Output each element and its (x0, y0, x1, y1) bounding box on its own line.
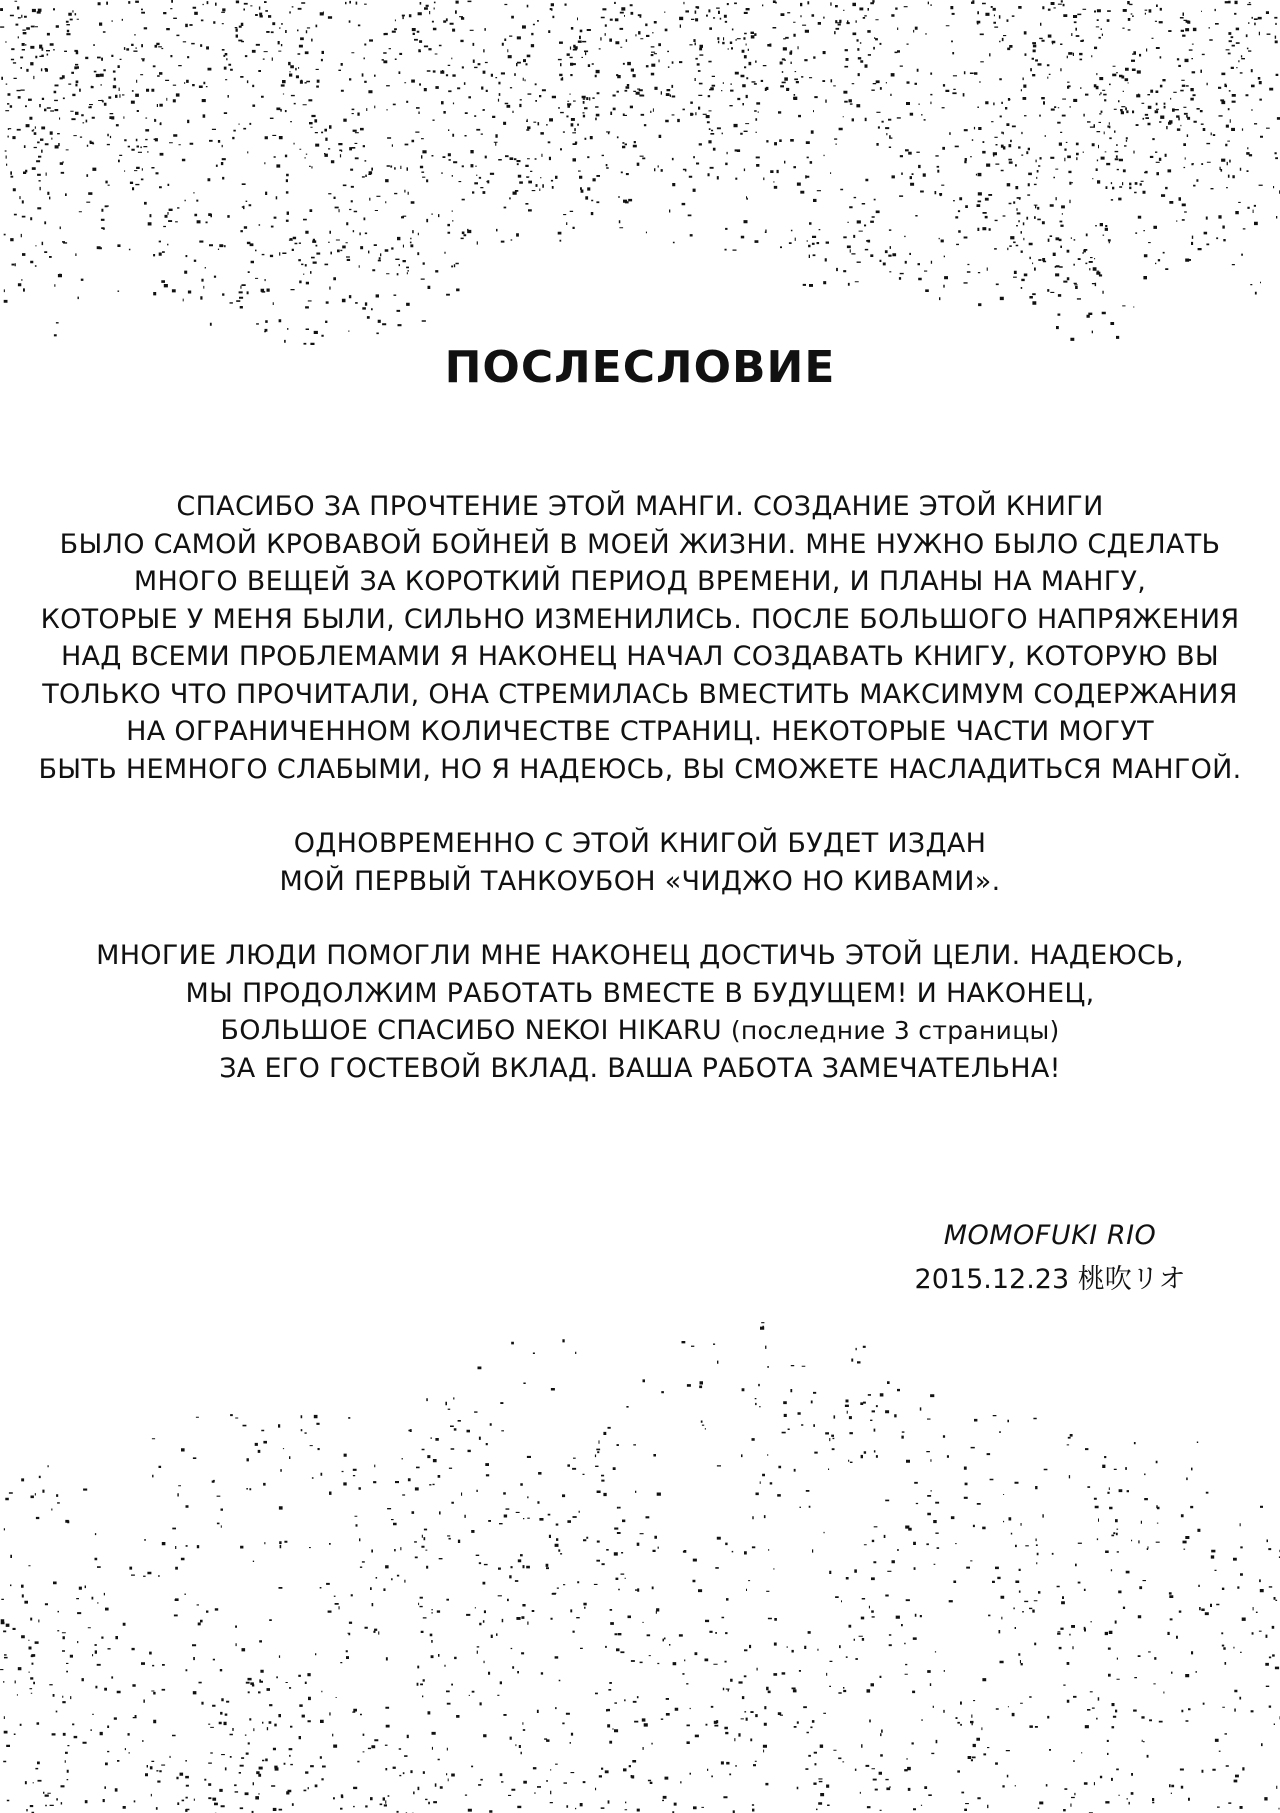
stipple-dots (0, 1322, 1280, 1813)
thanks-text: БОЛЬШОЕ СПАСИБО NEKOI HIKARU (220, 1015, 722, 1046)
signature-date: 2015.12.23 桃吹リオ (914, 1264, 1186, 1295)
author-name: MOMOFUKI RIO (943, 1220, 1157, 1251)
text-line: БЫЛО САМОЙ КРОВАВОЙ БОЙНЕЙ В МОЕЙ ЖИЗНИ. МНЕ НУЖНО БЫЛО СДЕЛАТЬ (59, 528, 1221, 560)
stipple-dots (0, 0, 1280, 345)
text-line: МНОГО ВЕЩЕЙ ЗА КОРОТКИЙ ПЕРИОД ВРЕМЕНИ, И ПЛАНЫ НА МАНГУ, (133, 566, 1147, 597)
inline-note: (последние 3 страницы) (730, 1016, 1060, 1045)
page-title: ПОСЛЕСЛОВИЕ (444, 342, 836, 393)
paragraph-2 (0, 825, 1280, 900)
text-line: ТОЛЬКО ЧТО ПРОЧИТАЛИ, ОНА СТРЕМИЛАСЬ ВМЕСТИТЬ МАКСИМУМ СОДЕРЖАНИЯ (42, 678, 1238, 710)
text-line: НА ОГРАНИЧЕННОМ КОЛИЧЕСТВЕ СТРАНИЦ. НЕКОТОРЫЕ ЧАСТИ МОГУТ (126, 716, 1154, 747)
signature-block (900, 1220, 1200, 1296)
text-line: МЫ ПРОДОЛЖИМ РАБОТАТЬ ВМЕСТЕ В БУДУЩЕМ! И НАКОНЕЦ, (185, 977, 1095, 1009)
text-line: НАД ВСЕМИ ПРОБЛЕМАМИ Я НАКОНЕЦ НАЧАЛ СОЗДАВАТЬ КНИГУ, КОТОРУЮ ВЫ (60, 641, 1220, 672)
afterword-body (0, 488, 1280, 1124)
text-line: БЫТЬ НЕМНОГО СЛАБЫМИ, НО Я НАДЕЮСЬ, ВЫ СМОЖЕТЕ НАСЛАДИТЬСЯ МАНГОЙ. (38, 753, 1242, 785)
bottom-stipple-texture (0, 1320, 1280, 1813)
text-line: МНОГИЕ ЛЮДИ ПОМОГЛИ МНЕ НАКОНЕЦ ДОСТИЧЬ ЭТОЙ ЦЕЛИ. НАДЕЮСЬ, (96, 940, 1184, 971)
text-line-with-note (0, 1012, 1280, 1050)
text-line: СПАСИБО ЗА ПРОЧТЕНИЕ ЭТОЙ МАНГИ. СОЗДАНИЕ ЭТОЙ КНИГИ (176, 491, 1104, 522)
text-line: КОТОРЫЕ У МЕНЯ БЫЛИ, СИЛЬНО ИЗМЕНИЛИСЬ. ПОСЛЕ БОЛЬШОГО НАПРЯЖЕНИЯ (40, 603, 1240, 635)
paragraph-1 (0, 488, 1280, 788)
top-stipple-texture (0, 0, 1280, 360)
text-line: ЗА ЕГО ГОСТЕВОЙ ВКЛАД. ВАША РАБОТА ЗАМЕЧАТЕЛЬНА! (219, 1052, 1061, 1084)
paragraph-3 (0, 937, 1280, 1087)
text-line: ОДНОВРЕМЕННО С ЭТОЙ КНИГОЙ БУДЕТ ИЗДАН (293, 828, 987, 859)
text-line: МОЙ ПЕРВЫЙ ТАНКОУБОН «ЧИДЖО НО КИВАМИ». (279, 865, 1001, 897)
